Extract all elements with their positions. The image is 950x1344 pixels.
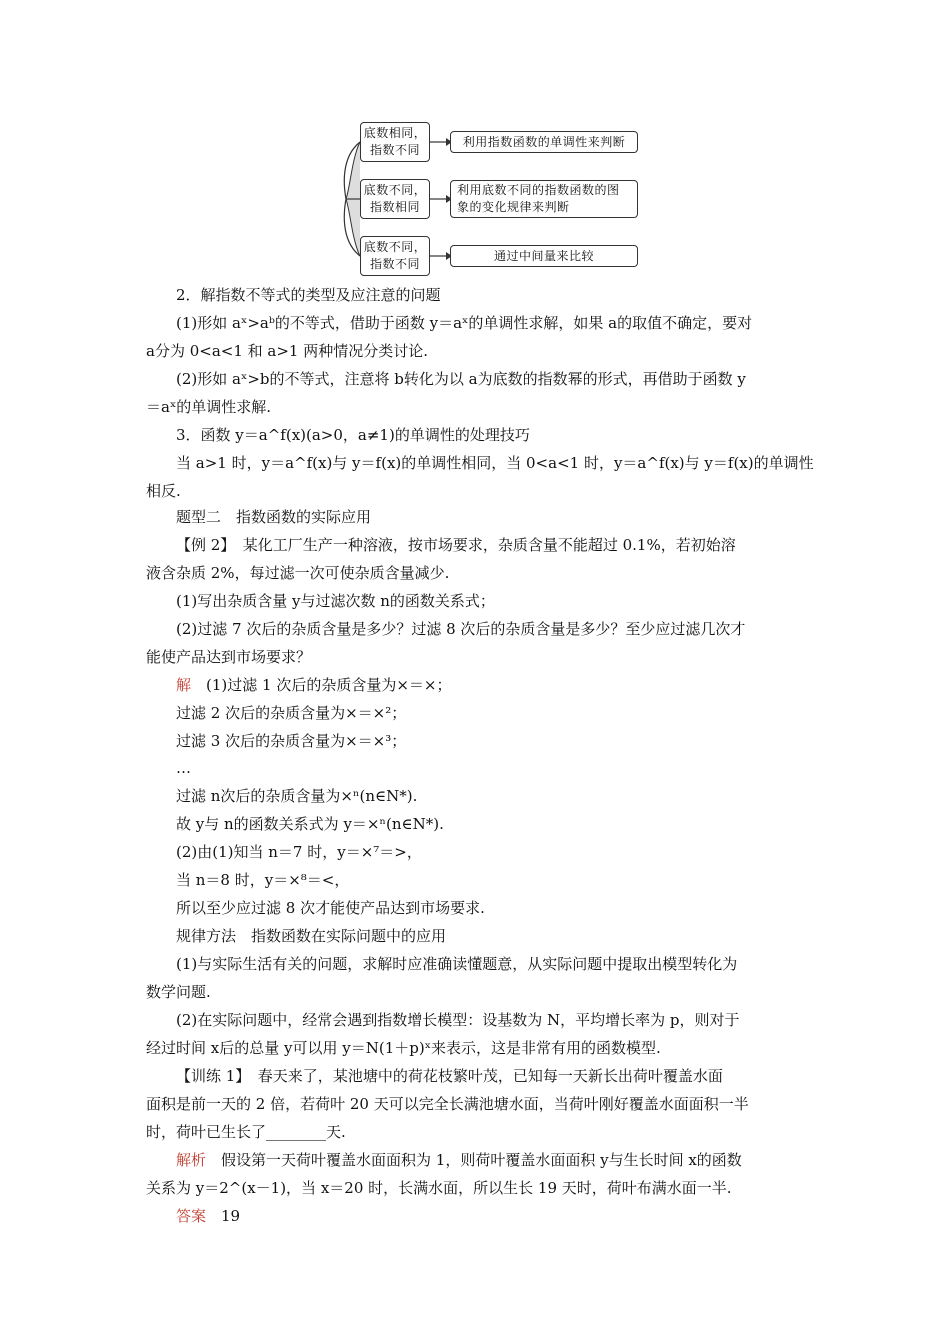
text-line: 液含杂质 2%，每过滤一次可使杂质含量减少. xyxy=(146,564,450,582)
text-line: a分为 0<a<1 和 a>1 两种情况分类讨论. xyxy=(146,342,429,360)
condition-text: 底数不同， xyxy=(363,183,427,197)
text-line: 所以至少应过滤 8 次才能使产品达到市场要求. xyxy=(176,899,485,917)
text-line: (2)过滤 7 次后的杂质含量是多少？过滤 8 次后的杂质含量是多少？至少应过滤几次才 xyxy=(176,620,746,638)
text-line: 规律方法 指数函数在实际问题中的应用 xyxy=(176,927,447,945)
text-line: 答案 19 xyxy=(176,1207,241,1225)
text-line: 数学问题. xyxy=(146,983,211,1001)
text-line: 当 a>1 时，y＝a^f(x)与 y＝f(x)的单调性相同，当 0<a<1 时，y＝a^f(x)与 y＝f(x)的单调性 xyxy=(176,454,814,472)
text-line: 面积是前一天的 2 倍，若荷叶 20 天可以完全长满池塘水面，当荷叶刚好覆盖水面面积一半 xyxy=(146,1095,749,1113)
result-text: 利用指数函数的单调性来判断 xyxy=(462,135,626,149)
text-line: 能使产品达到市场要求？ xyxy=(146,648,312,666)
text-line: 经过时间 x后的总量 y可以用 y＝N(1＋p)ˣ来表示，这是非常有用的函数模型. xyxy=(146,1039,661,1057)
text-line: 过滤 n次后的杂质含量为×ⁿ(n∈N*). xyxy=(176,787,418,805)
text-line: (2)在实际问题中，经常会遇到指数增长模型：设基数为 N，平均增长率为 p，则对于 xyxy=(176,1011,740,1029)
text-line: 时，荷叶已生长了________天. xyxy=(146,1123,346,1141)
result-text: 通过中间量来比较 xyxy=(493,249,594,263)
text-line: 故 y与 n的函数关系式为 y＝×ⁿ(n∈N*). xyxy=(176,815,444,833)
text-line: 2．解指数不等式的类型及应注意的问题 xyxy=(176,286,441,304)
text-line: 过滤 3 次后的杂质含量为×＝×³； xyxy=(176,732,407,750)
text-line: 题型二 指数函数的实际应用 xyxy=(176,508,372,526)
condition-text: 指数不同 xyxy=(369,143,420,157)
text-line: 解析 假设第一天荷叶覆盖水面面积为 1，则荷叶覆盖水面面积 y与生长时间 x的函数 xyxy=(176,1151,742,1169)
text-line: (2)由(1)知当 n＝7 时，y＝×⁷＝>， xyxy=(176,843,422,861)
text-line: ＝aˣ的单调性求解. xyxy=(146,398,272,416)
condition-box-1 xyxy=(360,122,430,162)
text-line: (1)与实际生活有关的问题，求解时应准确读懂题意，从实际问题中提取出模型转化为 xyxy=(176,955,738,973)
text-line: … xyxy=(176,759,191,777)
condition-text: 指数不同 xyxy=(369,257,420,271)
comparison-flowchart xyxy=(330,118,650,280)
text-line: 【例 2】 某化工厂生产一种溶液，按市场要求，杂质含量不能超过 0.1%，若初始溶 xyxy=(176,536,736,554)
text-line: 当 n＝8 时，y＝×⁸＝<， xyxy=(176,871,350,889)
condition-text: 底数不同， xyxy=(363,240,427,254)
result-box-2 xyxy=(450,180,638,218)
text-line: 解 (1)过滤 1 次后的杂质含量为×＝×； xyxy=(176,676,452,694)
text-line: 【训练 1】 春天来了，某池塘中的荷花枝繁叶茂，已知每一天新长出荷叶覆盖水面 xyxy=(176,1067,723,1085)
result-box-1 xyxy=(450,131,638,153)
result-text: 利用底数不同的指数函数的图 xyxy=(457,183,620,197)
text-line: (1)形如 aˣ>aᵇ的不等式，借助于函数 y＝aˣ的单调性求解，如果 a的取值不确定，要对 xyxy=(176,314,753,332)
text-line: 过滤 2 次后的杂质含量为×＝×²； xyxy=(176,704,407,722)
text-line: (1)写出杂质含量 y与过滤次数 n的函数关系式； xyxy=(176,592,495,610)
condition-box-3 xyxy=(360,236,430,276)
condition-box-2 xyxy=(360,179,430,219)
text-line: (2)形如 aˣ>b的不等式，注意将 b转化为以 a为底数的指数幂的形式，再借助于函数 y xyxy=(176,370,746,388)
condition-text: 底数相同， xyxy=(363,126,427,140)
text-line: 关系为 y＝2^(x－1)，当 x＝20 时，长满水面，所以生长 19 天时，荷叶布满水面一半. xyxy=(146,1179,732,1197)
text-line: 3．函数 y＝a^f(x)(a>0，a≠1)的单调性的处理技巧 xyxy=(176,426,530,444)
condition-text: 指数相同 xyxy=(369,200,420,214)
result-text: 象的变化规律来判断 xyxy=(457,200,570,214)
result-box-3 xyxy=(450,245,638,267)
text-line: 相反. xyxy=(146,482,181,500)
